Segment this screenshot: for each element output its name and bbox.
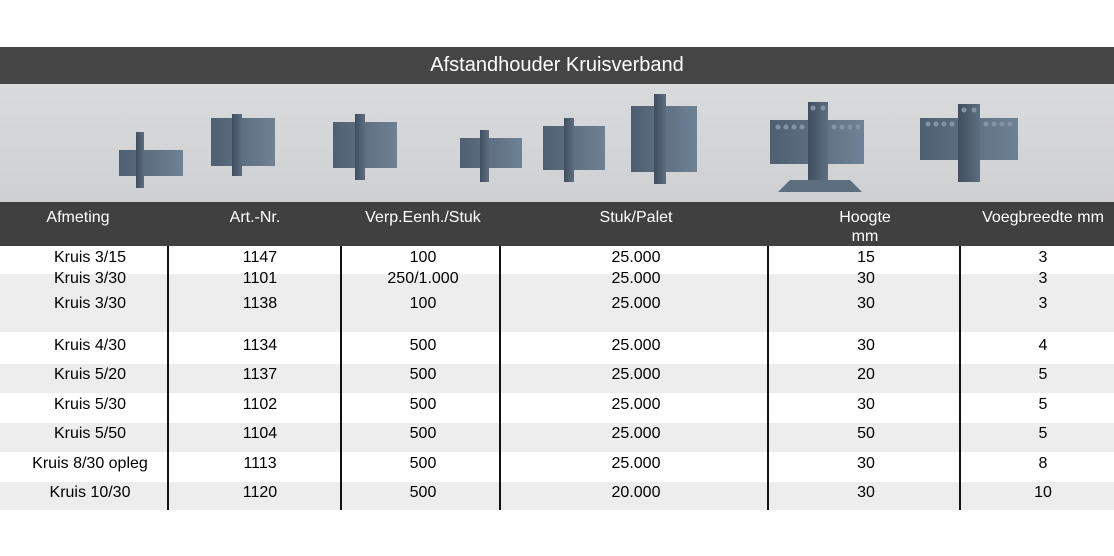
cell-verp: 500 [409, 455, 437, 472]
product-images [0, 84, 1114, 202]
cell-verp: 500 [409, 337, 437, 354]
cell-voeg: 3 [1038, 270, 1048, 287]
cross-spacer-icon [543, 118, 605, 182]
cell-verp: 500 [409, 366, 437, 383]
cell-afmeting: Kruis 3/30 [53, 270, 127, 287]
cell-hoogte: 30 [857, 455, 875, 472]
column-divider [167, 246, 169, 510]
cell-hoogte: 50 [857, 425, 875, 442]
title-text: Afstandhouder Kruisverband [430, 54, 684, 76]
cell-art: 1137 [242, 366, 278, 383]
cell-palet: 25.000 [611, 295, 661, 312]
cell-art: 1104 [242, 425, 278, 442]
cell-verp: 100 [409, 249, 437, 266]
cell-afmeting: Kruis 5/30 [53, 396, 127, 413]
column-divider [499, 246, 501, 510]
perforated-cross-spacer-icon [770, 102, 864, 192]
header-voegbreedte: Voegbreedte mm [982, 209, 1104, 226]
cell-palet: 25.000 [611, 425, 661, 442]
header-art-nr: Art.-Nr. [229, 209, 281, 226]
cell-voeg: 8 [1038, 455, 1048, 472]
cross-spacer-icon [333, 114, 397, 180]
cell-verp: 250/1.000 [387, 270, 459, 287]
cell-voeg: 10 [1034, 484, 1052, 501]
header-stuk-palet: Stuk/Palet [599, 209, 673, 226]
header-afmeting: Afmeting [46, 209, 110, 226]
cell-afmeting: Kruis 10/30 [49, 484, 131, 501]
header-hoogte-unit: mm [851, 228, 879, 245]
column-divider [340, 246, 342, 510]
cell-palet: 25.000 [611, 366, 661, 383]
cell-verp: 500 [409, 396, 437, 413]
cell-afmeting: Kruis 5/20 [53, 366, 127, 383]
cell-art: 1120 [242, 484, 278, 501]
header-hoogte [768, 208, 962, 246]
perforated-cross-spacer-icon [920, 104, 1018, 182]
cell-hoogte: 30 [857, 337, 875, 354]
cell-hoogte: 15 [857, 249, 875, 266]
cell-art: 1101 [242, 270, 278, 287]
cell-afmeting: Kruis 3/15 [53, 249, 127, 266]
cell-voeg: 3 [1038, 249, 1048, 266]
cell-art: 1113 [243, 455, 277, 472]
cell-hoogte: 30 [857, 484, 875, 501]
cell-voeg: 5 [1038, 366, 1048, 383]
header-verp: Verp.Eenh./Stuk [365, 209, 481, 226]
cell-verp: 100 [409, 295, 437, 312]
cell-afmeting: Kruis 5/50 [53, 425, 127, 442]
cross-spacer-icon [631, 94, 697, 184]
cell-voeg: 5 [1038, 425, 1048, 442]
cell-palet: 25.000 [611, 455, 661, 472]
cross-spacer-icon [460, 130, 522, 182]
cell-palet: 25.000 [611, 396, 661, 413]
cell-palet: 20.000 [611, 484, 661, 501]
cell-palet: 25.000 [611, 337, 661, 354]
column-divider [959, 246, 961, 510]
cross-spacer-icon [119, 132, 183, 188]
cell-art: 1102 [242, 396, 278, 413]
header-hoogte-label: Hoogte [839, 209, 891, 226]
cell-afmeting: Kruis 4/30 [53, 337, 127, 354]
cell-art: 1147 [242, 249, 278, 266]
cross-spacer-icon [211, 114, 275, 176]
cell-voeg: 3 [1038, 295, 1048, 312]
cell-palet: 25.000 [611, 249, 661, 266]
cell-afmeting: Kruis 3/30 [53, 295, 127, 312]
cell-art: 1134 [242, 337, 278, 354]
cell-voeg: 5 [1038, 396, 1048, 413]
product-image-band [0, 84, 1114, 202]
cell-palet: 25.000 [611, 270, 661, 287]
cell-hoogte: 30 [857, 295, 875, 312]
cell-verp: 500 [409, 484, 437, 501]
cell-afmeting: Kruis 8/30 opleg [32, 455, 148, 472]
cell-voeg: 4 [1038, 337, 1048, 354]
cell-hoogte: 30 [857, 270, 875, 287]
cell-hoogte: 30 [857, 396, 875, 413]
column-divider [767, 246, 769, 510]
table-header [0, 202, 1114, 246]
table-title [0, 47, 1114, 84]
cell-hoogte: 20 [857, 366, 875, 383]
cell-verp: 500 [409, 425, 437, 442]
cell-art: 1138 [242, 295, 278, 312]
